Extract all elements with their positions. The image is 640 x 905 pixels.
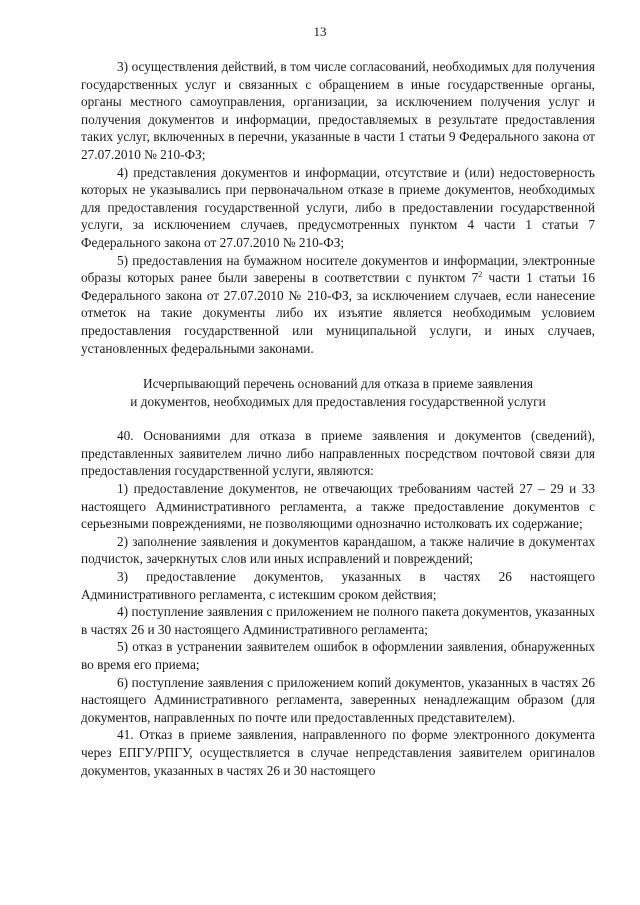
- document-body: [81, 58, 595, 779]
- section-heading-line-1: Исчерпывающий перечень оснований для отказа в приеме заявления: [143, 376, 533, 392]
- paragraph-item-5: [81, 252, 595, 358]
- paragraph-40-item-2: 2) заполнение заявления и документов карандашом, а также наличие в документах подчисток, зачеркнутых слов или иных исправлений и повреждений;: [81, 533, 595, 567]
- paragraph-40: 40. Основаниями для отказа в приеме заявления и документов (сведений), представленных заявителем лично либо направленных посредством почтовой связи для предоставления государственной услуги, являются:: [81, 428, 595, 479]
- paragraph-40-item-3: 3) предоставление документов, указанных в частях 26 настоящего Административного регламента, с истекшим сроком действия;: [81, 569, 595, 602]
- paragraph-item-4: 4) представления документов и информации, отсутствие и (или) недостоверность которых не указывались при первоначальном отказе в приеме документов, необходимых для предоставления государственной услуги, либо в предоставлении государственной услуги, за исключением случаев, предусмотренных пунктом 4 части 1 статьи 7 Федерального закона от 27.07.2010 № 210-ФЗ;: [81, 164, 595, 250]
- paragraph-41: 41. Отказ в приеме заявления, направленного по форме электронного документа через ЕПГУ/РПГУ, осуществляется в случае непредставления заявителем оригиналов документов, указанных в частях 26 и 30 настоящего: [81, 727, 595, 778]
- paragraph-40-item-5: 5) отказ в устранении заявителем ошибок в оформлении заявления, обнаруженных во время его приема;: [81, 639, 595, 672]
- paragraph-40-item-6: 6) поступление заявления с приложением копий документов, указанных в частях 26 настоящего Административного регламента, заверенных ненадлежащим образом (для документов, направленных по почте или предоставленных представителем).: [81, 674, 595, 725]
- paragraph-40-item-1: 1) предоставление документов, не отвечающих требованиям частей 27 – 29 и 33 настоящего Административного регламента, а также предоставление документов с серьезными повреждениями, не позволяющими однозначно истолковать их содержание;: [81, 481, 595, 532]
- section-heading-line-2: и документов, необходимых для предоставления государственной услуги: [130, 393, 546, 409]
- page-number: 13: [313, 24, 327, 39]
- paragraph-item-3: 3) осуществления действий, в том числе согласований, необходимых для получения государственных услуг и связанных с обращением в иные государственные органы, органы местного самоуправления, организации, за исключением получения услуг и получения документов и информации, предоставляемых в результате предоставления таких услуг, включенных в перечни, указанные в части 1 статьи 9 Федерального закона от 27.07.2010 № 210-ФЗ;: [81, 59, 595, 162]
- section-heading: [81, 375, 595, 410]
- paragraph-40-item-4: 4) поступление заявления с приложением не полного пакета документов, указанных в частях 26 и 30 настоящего Административного регламента;: [81, 604, 595, 637]
- item-5-text-end: части 1 статьи 16 Федерального закона от 27.07.2010 № 210-ФЗ, за исключением случаев, если нанесение отметок на такие документы либо их изъятие является необходимым условием предоставления государственной или муниципальной услуги, и иных случаев, установленных федеральными законами.: [81, 270, 595, 356]
- item-5-superscript: 2: [478, 270, 483, 280]
- item-5-text-start: 5) предоставления на бумажном носителе документов и информации, электронные образы которых ранее были заверены в соответствии с пунктом 7: [81, 252, 595, 286]
